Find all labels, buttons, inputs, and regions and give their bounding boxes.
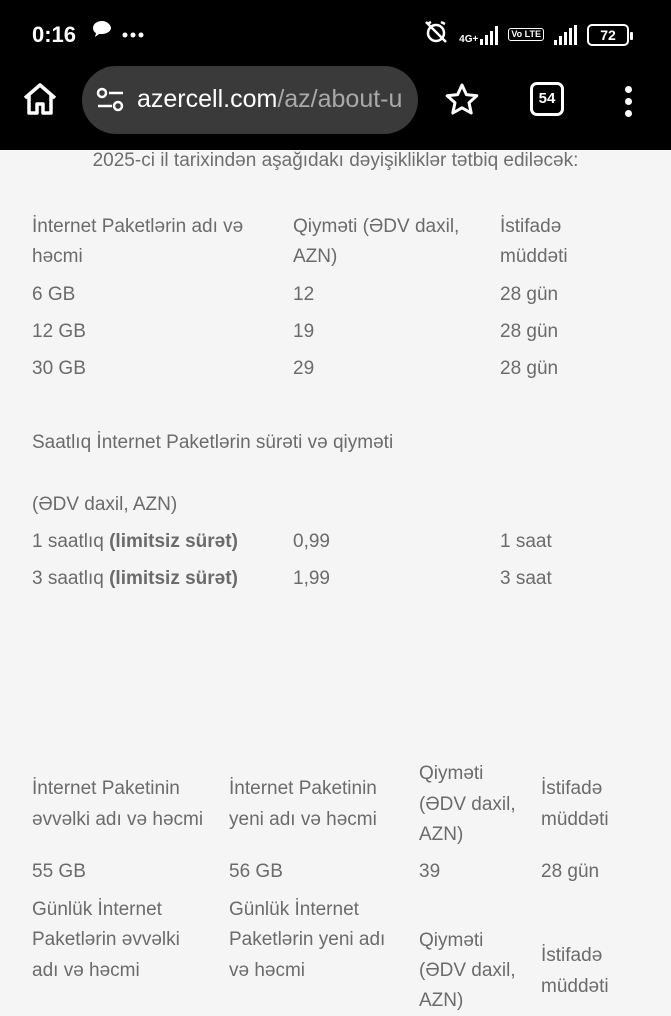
hourly-title: Saatlıq İnternet Paketlərin sürəti və qiymәti [32, 432, 394, 453]
table3-header-old-line2: əvvəlki adı və həcmi [32, 809, 204, 830]
table4-header-price-line3: AZN) [419, 990, 464, 1011]
signal-strength-2-icon [554, 25, 577, 45]
table3-header-duration-line1: İstifadə [541, 778, 603, 799]
table1-cell: 19 [293, 321, 315, 342]
network-type: 4G+ [459, 25, 498, 45]
table3-cell: 39 [419, 861, 441, 882]
signal-strength-icon [480, 25, 498, 45]
home-button[interactable] [22, 82, 62, 122]
table1-header-price-line1: Qiymәti (ƏDV daxil, [293, 216, 460, 237]
table3-header-price-line2: (ƏDV daxil, [419, 794, 516, 815]
table4-header-duration-line1: İstifadə [541, 945, 603, 966]
hourly-note: (ƏDV daxil, AZN) [32, 494, 178, 515]
table1-header-duration-line2: müddəti [500, 246, 568, 267]
chat-bubble-icon [92, 20, 112, 44]
table1-cell: 28 gün [500, 321, 559, 342]
table3-header-new-line2: yeni adı və həcmi [229, 809, 377, 830]
table3-header-new-line1: İnternet Paketinin [229, 778, 377, 799]
table3-header-price-line1: Qiymәti [419, 763, 484, 784]
alarm-off-icon [423, 20, 449, 49]
url-host: azercell.com [137, 85, 278, 113]
table3-cell: 28 gün [541, 861, 600, 882]
table1-header-name-line1: İnternet Paketlərin adı və [32, 216, 244, 237]
table1-cell: 29 [293, 358, 315, 379]
intro-text: 2025-ci il tarixindən aşağıdakı dəyişikliklər tətbiq ediləcək: [92, 150, 579, 171]
table1-header-price-line2: AZN) [293, 246, 338, 267]
table4-header-old-line2: Paketlərin əvvəlki [32, 929, 180, 950]
volte-badge: Vo LTE [508, 28, 544, 41]
table1-cell: 28 gün [500, 284, 559, 305]
url-text[interactable] [137, 85, 402, 114]
address-bar[interactable] [82, 66, 418, 134]
battery-icon: 72 [587, 24, 629, 46]
table3-header-duration-line2: müddəti [541, 809, 609, 830]
table2-cell-price: 0,99 [293, 531, 330, 552]
status-time: 0:16 [32, 22, 77, 47]
table1-header-duration-line1: İstifadə [500, 216, 562, 237]
table1-header-name-line2: həcmi [32, 246, 83, 267]
table2-cell-duration: 1 saat [500, 531, 552, 552]
site-settings-icon[interactable] [96, 86, 126, 119]
table1-cell: 6 GB [32, 284, 76, 305]
table2-cell-price: 1,99 [293, 568, 330, 589]
table4-header-old-line3: adı və həcmi [32, 960, 140, 981]
table3-header-old-line1: İnternet Paketinin [32, 778, 180, 799]
page-content [0, 150, 671, 1011]
bookmark-star-icon[interactable] [444, 82, 480, 123]
url-path: /az/about-u [277, 85, 403, 113]
table1-cell: 12 GB [32, 321, 86, 342]
table3-cell: 56 GB [229, 861, 283, 882]
table4-header-duration-line2: müddəti [541, 976, 609, 997]
more-notifications-icon [122, 21, 144, 44]
table2-cell-name: 3 saatlıq (limitsiz sürət) [32, 568, 238, 589]
table1-cell: 28 gün [500, 358, 559, 379]
table3-cell: 55 GB [32, 861, 86, 882]
table1-cell: 30 GB [32, 358, 86, 379]
table4-header-old-line1: Günlük İnternet [32, 899, 162, 920]
table3-header-price-line3: AZN) [419, 824, 464, 845]
table4-header-new-line1: Günlük İnternet [229, 899, 359, 920]
table2-cell-name: 1 saatlıq (limitsiz sürət) [32, 531, 238, 552]
table2-cell-duration: 3 saat [500, 568, 552, 589]
browser-top-bar [0, 0, 671, 150]
table4-header-price-line2: (ƏDV daxil, [419, 960, 516, 981]
menu-more-icon[interactable] [622, 84, 636, 118]
table4-header-new-line2: Paketlərin yeni adı [229, 929, 386, 950]
table4-header-price-line1: Qiymәti [419, 930, 484, 951]
table4-header-new-line3: və həcmi [229, 960, 306, 981]
table1-cell: 12 [293, 284, 315, 305]
tab-switcher-button[interactable]: 54 [530, 82, 564, 116]
